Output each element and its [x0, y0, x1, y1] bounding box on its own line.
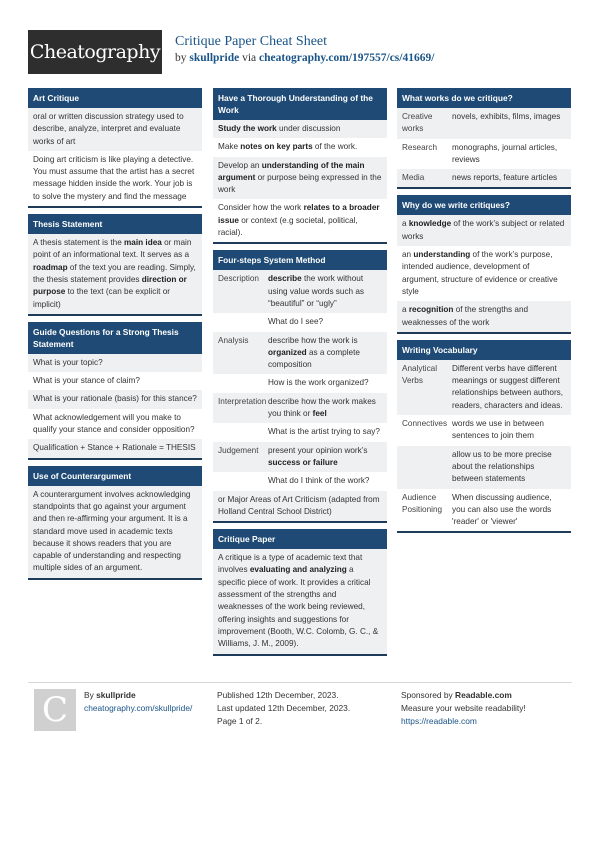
sponsor-link[interactable]: https://readable.com [401, 716, 477, 726]
row-key: Creative works [402, 112, 433, 134]
section-title: Art Critique [28, 88, 202, 108]
table-row [213, 332, 387, 375]
table-row [397, 169, 571, 187]
cheatography-logo[interactable]: Cheatography [28, 30, 162, 74]
section-title: Have a Thorough Understanding of the Work [213, 88, 387, 120]
text: Develop an [218, 160, 262, 170]
list-item [213, 549, 387, 653]
text: present your opinion work’s [268, 445, 368, 455]
text: an [402, 250, 414, 260]
table-row [397, 415, 571, 446]
column-2 [213, 88, 387, 662]
bold-text: success or failure [268, 457, 338, 467]
bold-text: recognition [408, 305, 454, 315]
row-value: monographs, journal articles, reviews [452, 142, 558, 164]
section-title: Writing Vocabulary [397, 340, 571, 360]
updated-date: Last updated 12th December, 2023. [217, 703, 351, 713]
list-item [397, 215, 571, 246]
author-profile-link[interactable]: cheatography.com/skullpride/ [84, 703, 193, 713]
list-item [213, 120, 387, 138]
text: to the text (can be explicit or implicit) [33, 287, 170, 309]
row-key [218, 475, 268, 487]
row-key [218, 316, 268, 328]
section-title: Critique Paper [213, 529, 387, 549]
column-3 [397, 88, 571, 539]
table-row [213, 313, 387, 331]
sponsor-name[interactable]: Readable.com [455, 690, 512, 700]
sponsor-tagline: Measure your website readability! [401, 703, 526, 713]
bold-text: knowledge [408, 219, 452, 229]
text: or purpose being expressed in the work [218, 172, 382, 195]
bold-text: understanding of the main argument [218, 160, 365, 182]
page-number: Page 1 of 2. [217, 716, 263, 726]
bold-text: evaluating and analyzing [249, 565, 347, 575]
row-key: Audience Positioning [402, 492, 443, 514]
footer-dates [217, 689, 350, 728]
text: A thesis statement is the [33, 238, 125, 248]
row-value [268, 273, 382, 310]
section-title: Why do we write critiques? [397, 195, 571, 215]
bold-text: roadmap [33, 262, 68, 272]
text: describe how the work makes you think or [268, 396, 376, 419]
list-item [397, 246, 571, 301]
text: under discussion [276, 124, 341, 133]
guide-questions-section [28, 322, 202, 460]
section-title: Thesis Statement [28, 214, 202, 234]
text: of the text you are reading. Simply, the thesis statement provides [33, 262, 196, 284]
author-name[interactable]: skullpride [96, 690, 136, 700]
list-item: What is your topic? [28, 354, 202, 372]
what-works-section [397, 88, 571, 189]
text: or context (e.g societal, political, racial). [218, 215, 358, 238]
row-value [268, 396, 382, 421]
bold-text: main idea [124, 238, 162, 248]
table-row [397, 489, 571, 532]
table-row [397, 446, 571, 489]
header [28, 30, 572, 76]
table-row [397, 108, 571, 139]
author-avatar[interactable]: C [34, 689, 76, 731]
text: as a complete composition [268, 347, 360, 370]
thesis-statement-section [28, 214, 202, 316]
bold-text: describe [268, 274, 302, 284]
row-value: When discussing audience, you can also use the words 'reader' or 'viewer' [452, 492, 552, 527]
section-title: What works do we critique? [397, 88, 571, 108]
row-key: Analytical Verbs [402, 363, 438, 386]
row-value: What do I think of the work? [268, 476, 370, 486]
table-row [397, 139, 571, 170]
table-row [213, 270, 387, 313]
list-item [397, 301, 571, 332]
bold-text: understanding [413, 250, 471, 260]
bold-text: organized [268, 347, 307, 357]
bold-text: notes on key parts [240, 142, 313, 152]
by-label: by [175, 52, 187, 64]
section-title: Four-steps System Method [213, 250, 387, 270]
table-row [213, 442, 387, 473]
table-row [213, 423, 387, 441]
text: of the work’s subject or related works [402, 219, 565, 241]
row-value: How is the work organized? [268, 378, 369, 388]
row-value: What do I see? [268, 317, 324, 327]
text: of the work. [312, 142, 358, 152]
row-value: Different verbs have different meanings or suggest different relationships between authors, readers, characters and ideas. [452, 363, 564, 410]
four-steps-section [213, 250, 387, 523]
footer [28, 682, 572, 742]
row-key [402, 449, 452, 486]
row-value [268, 445, 382, 470]
list-item: Qualification + Stance + Rationale = THESIS [28, 439, 202, 457]
bold-text: relates to a broader issue [218, 203, 380, 225]
row-key: Research [402, 142, 438, 152]
bold-text: feel [312, 409, 327, 419]
row-key: Interpretation [218, 396, 267, 406]
bold-text: Study the work [218, 124, 277, 133]
row-value [268, 335, 382, 372]
text: a [402, 219, 409, 229]
text: A critique is a type of academic text that involves [218, 553, 363, 575]
row-value: novels, exhibits, films, images [452, 112, 561, 121]
text: describe how the work is [268, 335, 358, 345]
by-label: By [84, 690, 97, 700]
list-item [213, 138, 387, 156]
list-item: What acknowledgement will you make to qualify your stance and consider opposition? [33, 412, 195, 435]
text: a specific piece of work. It provides a critical assessment of the strengths and weaknesses of the work being reviewed, offering insights and suggestions for improvement (Booth, W.C. Colomb, G. C., & Williams, J. M., 2009). [218, 565, 379, 649]
column-1 [28, 88, 202, 586]
title-block [175, 34, 434, 64]
section-title: Use of Counterargument [28, 466, 202, 486]
section-note: or Major Areas of Art Criticism (adapted from Holland Central School District) [213, 491, 387, 522]
writing-vocabulary-section [397, 340, 571, 534]
subtitle [175, 52, 434, 64]
table-row [213, 393, 387, 424]
text: a [402, 305, 409, 315]
row-value: What is the artist trying to say? [268, 427, 380, 437]
text: of the strengths and weaknesses of the work [402, 305, 529, 327]
row-key: Description [218, 274, 259, 284]
row-value: news reports, feature articles [452, 173, 558, 183]
table-row [213, 472, 387, 490]
published-date: Published 12th December, 2023. [217, 690, 339, 700]
row-key [218, 426, 268, 438]
list-item [213, 157, 387, 200]
art-critique-section [28, 88, 202, 208]
why-critique-section [397, 195, 571, 333]
sheet-url-link[interactable]: cheatography.com/197557/cs/41669/ [259, 52, 435, 64]
list-item: What is your rationale (basis) for this stance? [28, 390, 202, 408]
row-value: words we use in between sentences to join them [452, 419, 544, 441]
footer-author [84, 689, 192, 715]
row-key: Media [402, 173, 425, 183]
footer-sponsor [401, 689, 526, 728]
thorough-understanding-section [213, 88, 387, 244]
author-link[interactable]: skullpride [189, 52, 240, 64]
text: or main point of an informational text. It serves as a [33, 238, 192, 260]
text: of the work’s purpose, intended audience, development of argument, structure of evidence or creative style [402, 250, 558, 296]
list-item: oral or written discussion strategy used to describe, analyze, interpret and evaluate works of art [28, 108, 202, 151]
sponsor-label: Sponsored by [401, 690, 456, 700]
table-row [213, 374, 387, 392]
list-item: What is your stance of claim? [33, 376, 140, 386]
list-item [213, 199, 387, 242]
text: the work without using value words such as “beautiful” or “ugly” [268, 274, 365, 308]
text: Make [218, 142, 241, 152]
critique-paper-section [213, 529, 387, 655]
counterargument-section [28, 466, 202, 580]
via-label: via [242, 52, 257, 64]
bold-text: direction or purpose [33, 274, 187, 297]
text: Consider how the work [218, 203, 304, 213]
page-title: Critique Paper Cheat Sheet [175, 34, 328, 49]
section-title: Guide Questions for a Strong Thesis Statement [28, 322, 202, 354]
row-key [218, 377, 268, 389]
row-value: allow us to be more precise about the relationships between statements [452, 449, 552, 484]
row-key: Connectives [402, 419, 448, 429]
row-key: Analysis [218, 335, 249, 345]
list-item [28, 234, 202, 314]
list-item: A counterargument involves acknowledging standpoints that go against your argument and then re-affirming your argument. It is a standard move used in academic texts because it shows readers that you are capable of understanding and respecting multiple sides of an argument. [28, 486, 202, 578]
list-item: Doing art criticism is like playing a detective. You must assume that the artist has a secret message hidden inside the work. Your job is to solve the mystery and find the message [33, 154, 195, 201]
row-key: Judgement [218, 445, 259, 455]
table-row [397, 360, 571, 415]
